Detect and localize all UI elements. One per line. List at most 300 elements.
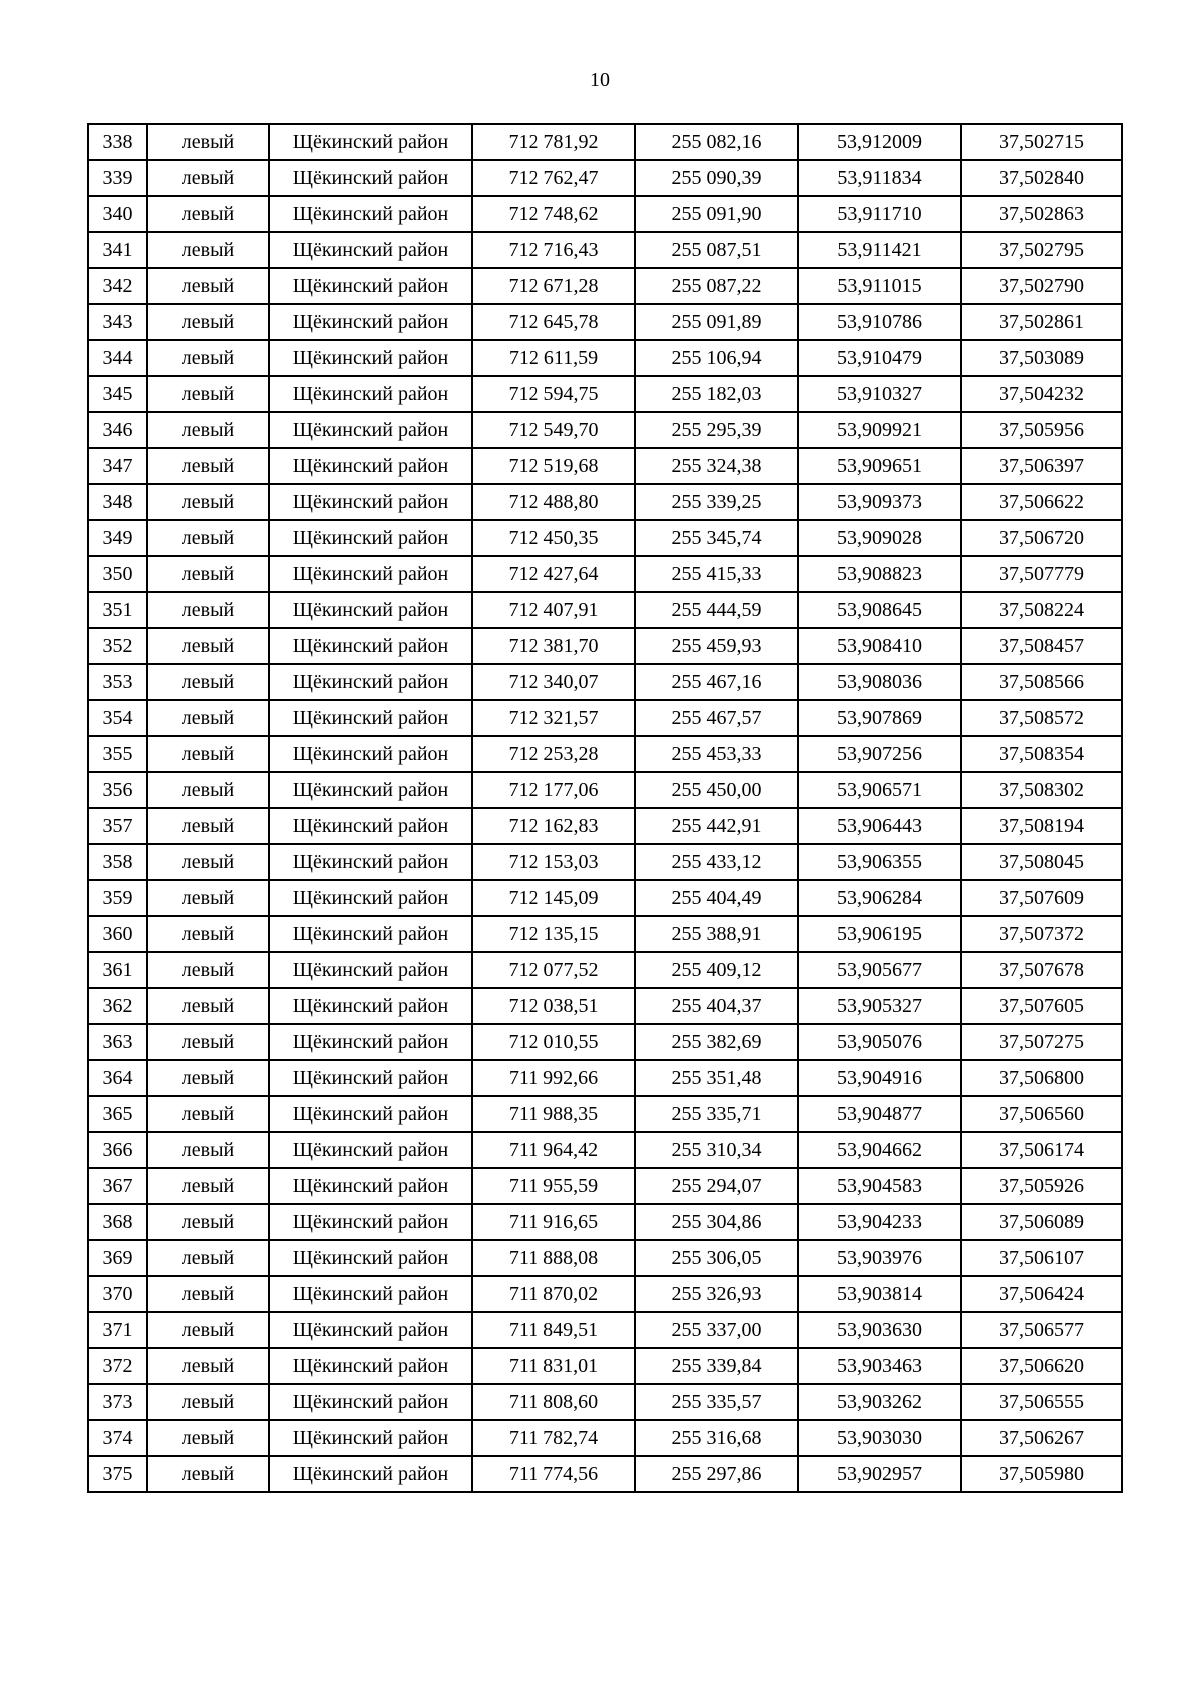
table-row [88, 1024, 1122, 1060]
point-number-cell: 343 [88, 304, 147, 340]
coord-x-cell: 712 427,64 [472, 556, 635, 592]
point-number-cell: 365 [88, 1096, 147, 1132]
bank-side-cell: левый [147, 772, 269, 808]
bank-side-cell: левый [147, 1060, 269, 1096]
district-cell: Щёкинский район [269, 736, 472, 772]
table-row [88, 1276, 1122, 1312]
latitude-cell: 53,911015 [798, 268, 961, 304]
longitude-cell: 37,506720 [961, 520, 1122, 556]
bank-side-cell: левый [147, 1276, 269, 1312]
coord-x-cell: 712 762,47 [472, 160, 635, 196]
coord-y-cell: 255 442,91 [635, 808, 798, 844]
longitude-cell: 37,508354 [961, 736, 1122, 772]
point-number-cell: 361 [88, 952, 147, 988]
table-row [88, 340, 1122, 376]
table-row [88, 1168, 1122, 1204]
table-row [88, 520, 1122, 556]
coord-x-cell: 711 782,74 [472, 1420, 635, 1456]
latitude-cell: 53,906443 [798, 808, 961, 844]
table-row [88, 1060, 1122, 1096]
point-number-cell: 368 [88, 1204, 147, 1240]
bank-side-cell: левый [147, 304, 269, 340]
bank-side-cell: левый [147, 412, 269, 448]
point-number-cell: 338 [88, 124, 147, 160]
latitude-cell: 53,908410 [798, 628, 961, 664]
longitude-cell: 37,506397 [961, 448, 1122, 484]
coord-y-cell: 255 404,37 [635, 988, 798, 1024]
bank-side-cell: левый [147, 592, 269, 628]
longitude-cell: 37,506577 [961, 1312, 1122, 1348]
district-cell: Щёкинский район [269, 916, 472, 952]
point-number-cell: 374 [88, 1420, 147, 1456]
district-cell: Щёкинский район [269, 268, 472, 304]
coord-x-cell: 712 038,51 [472, 988, 635, 1024]
bank-side-cell: левый [147, 124, 269, 160]
table-row [88, 1096, 1122, 1132]
point-number-cell: 339 [88, 160, 147, 196]
table-row [88, 1456, 1122, 1492]
district-cell: Щёкинский район [269, 1312, 472, 1348]
coord-y-cell: 255 297,86 [635, 1456, 798, 1492]
coord-x-cell: 711 955,59 [472, 1168, 635, 1204]
bank-side-cell: левый [147, 1312, 269, 1348]
coord-x-cell: 712 594,75 [472, 376, 635, 412]
coord-y-cell: 255 335,71 [635, 1096, 798, 1132]
district-cell: Щёкинский район [269, 844, 472, 880]
coord-x-cell: 712 077,52 [472, 952, 635, 988]
longitude-cell: 37,507605 [961, 988, 1122, 1024]
longitude-cell: 37,506620 [961, 1348, 1122, 1384]
table-row [88, 1204, 1122, 1240]
bank-side-cell: левый [147, 448, 269, 484]
coord-y-cell: 255 339,84 [635, 1348, 798, 1384]
coord-x-cell: 712 450,35 [472, 520, 635, 556]
longitude-cell: 37,508457 [961, 628, 1122, 664]
bank-side-cell: левый [147, 1096, 269, 1132]
coord-y-cell: 255 444,59 [635, 592, 798, 628]
table-row [88, 772, 1122, 808]
district-cell: Щёкинский район [269, 628, 472, 664]
table-row [88, 412, 1122, 448]
bank-side-cell: левый [147, 988, 269, 1024]
longitude-cell: 37,502715 [961, 124, 1122, 160]
district-cell: Щёкинский район [269, 1384, 472, 1420]
table-row [88, 448, 1122, 484]
latitude-cell: 53,908036 [798, 664, 961, 700]
bank-side-cell: левый [147, 520, 269, 556]
longitude-cell: 37,508572 [961, 700, 1122, 736]
latitude-cell: 53,907256 [798, 736, 961, 772]
district-cell: Щёкинский район [269, 1420, 472, 1456]
latitude-cell: 53,909373 [798, 484, 961, 520]
table-row [88, 124, 1122, 160]
longitude-cell: 37,506424 [961, 1276, 1122, 1312]
bank-side-cell: левый [147, 232, 269, 268]
longitude-cell: 37,506622 [961, 484, 1122, 520]
point-number-cell: 356 [88, 772, 147, 808]
coord-x-cell: 712 716,43 [472, 232, 635, 268]
district-cell: Щёкинский район [269, 1456, 472, 1492]
coord-y-cell: 255 306,05 [635, 1240, 798, 1276]
coord-x-cell: 712 748,62 [472, 196, 635, 232]
district-cell: Щёкинский район [269, 1060, 472, 1096]
longitude-cell: 37,507372 [961, 916, 1122, 952]
table-row [88, 592, 1122, 628]
coord-x-cell: 712 145,09 [472, 880, 635, 916]
latitude-cell: 53,904583 [798, 1168, 961, 1204]
latitude-cell: 53,909651 [798, 448, 961, 484]
coord-y-cell: 255 324,38 [635, 448, 798, 484]
bank-side-cell: левый [147, 1384, 269, 1420]
district-cell: Щёкинский район [269, 664, 472, 700]
coord-y-cell: 255 294,07 [635, 1168, 798, 1204]
latitude-cell: 53,911834 [798, 160, 961, 196]
coord-x-cell: 711 964,42 [472, 1132, 635, 1168]
point-number-cell: 357 [88, 808, 147, 844]
coord-y-cell: 255 082,16 [635, 124, 798, 160]
bank-side-cell: левый [147, 736, 269, 772]
district-cell: Щёкинский район [269, 1132, 472, 1168]
bank-side-cell: левый [147, 952, 269, 988]
coord-y-cell: 255 316,68 [635, 1420, 798, 1456]
latitude-cell: 53,904877 [798, 1096, 961, 1132]
point-number-cell: 362 [88, 988, 147, 1024]
point-number-cell: 371 [88, 1312, 147, 1348]
coord-y-cell: 255 467,57 [635, 700, 798, 736]
point-number-cell: 354 [88, 700, 147, 736]
coord-x-cell: 712 162,83 [472, 808, 635, 844]
bank-side-cell: левый [147, 1420, 269, 1456]
coord-x-cell: 711 888,08 [472, 1240, 635, 1276]
coord-x-cell: 712 135,15 [472, 916, 635, 952]
point-number-cell: 347 [88, 448, 147, 484]
latitude-cell: 53,903630 [798, 1312, 961, 1348]
coord-x-cell: 712 253,28 [472, 736, 635, 772]
latitude-cell: 53,904233 [798, 1204, 961, 1240]
coord-x-cell: 711 774,56 [472, 1456, 635, 1492]
latitude-cell: 53,909921 [798, 412, 961, 448]
coord-x-cell: 711 831,01 [472, 1348, 635, 1384]
latitude-cell: 53,905076 [798, 1024, 961, 1060]
district-cell: Щёкинский район [269, 592, 472, 628]
latitude-cell: 53,904916 [798, 1060, 961, 1096]
bank-side-cell: левый [147, 1204, 269, 1240]
longitude-cell: 37,506560 [961, 1096, 1122, 1132]
district-cell: Щёкинский район [269, 1024, 472, 1060]
bank-side-cell: левый [147, 1168, 269, 1204]
district-cell: Щёкинский район [269, 1348, 472, 1384]
table-row [88, 1348, 1122, 1384]
table-row [88, 1420, 1122, 1456]
bank-side-cell: левый [147, 1456, 269, 1492]
district-cell: Щёкинский район [269, 1168, 472, 1204]
point-number-cell: 360 [88, 916, 147, 952]
longitude-cell: 37,506107 [961, 1240, 1122, 1276]
district-cell: Щёкинский район [269, 808, 472, 844]
longitude-cell: 37,502861 [961, 304, 1122, 340]
point-number-cell: 375 [88, 1456, 147, 1492]
coord-x-cell: 712 340,07 [472, 664, 635, 700]
longitude-cell: 37,506267 [961, 1420, 1122, 1456]
coord-y-cell: 255 415,33 [635, 556, 798, 592]
bank-side-cell: левый [147, 1240, 269, 1276]
table-row [88, 736, 1122, 772]
table-row [88, 304, 1122, 340]
point-number-cell: 345 [88, 376, 147, 412]
point-number-cell: 351 [88, 592, 147, 628]
point-number-cell: 370 [88, 1276, 147, 1312]
longitude-cell: 37,508566 [961, 664, 1122, 700]
bank-side-cell: левый [147, 844, 269, 880]
latitude-cell: 53,907869 [798, 700, 961, 736]
latitude-cell: 53,906355 [798, 844, 961, 880]
bank-side-cell: левый [147, 160, 269, 196]
coord-y-cell: 255 091,90 [635, 196, 798, 232]
latitude-cell: 53,905677 [798, 952, 961, 988]
district-cell: Щёкинский район [269, 376, 472, 412]
table-row [88, 1132, 1122, 1168]
coord-y-cell: 255 409,12 [635, 952, 798, 988]
point-number-cell: 342 [88, 268, 147, 304]
coord-y-cell: 255 404,49 [635, 880, 798, 916]
latitude-cell: 53,906571 [798, 772, 961, 808]
coord-y-cell: 255 459,93 [635, 628, 798, 664]
district-cell: Щёкинский район [269, 880, 472, 916]
coord-y-cell: 255 087,22 [635, 268, 798, 304]
coordinates-table [87, 123, 1123, 1493]
point-number-cell: 359 [88, 880, 147, 916]
point-number-cell: 364 [88, 1060, 147, 1096]
coord-y-cell: 255 433,12 [635, 844, 798, 880]
point-number-cell: 340 [88, 196, 147, 232]
coord-y-cell: 255 345,74 [635, 520, 798, 556]
table-row [88, 628, 1122, 664]
table-row [88, 988, 1122, 1024]
point-number-cell: 358 [88, 844, 147, 880]
coord-y-cell: 255 453,33 [635, 736, 798, 772]
coord-y-cell: 255 304,86 [635, 1204, 798, 1240]
table-row [88, 1384, 1122, 1420]
point-number-cell: 348 [88, 484, 147, 520]
coord-x-cell: 711 870,02 [472, 1276, 635, 1312]
coord-y-cell: 255 326,93 [635, 1276, 798, 1312]
longitude-cell: 37,507275 [961, 1024, 1122, 1060]
bank-side-cell: левый [147, 340, 269, 376]
coord-x-cell: 712 671,28 [472, 268, 635, 304]
district-cell: Щёкинский район [269, 556, 472, 592]
district-cell: Щёкинский район [269, 412, 472, 448]
longitude-cell: 37,507779 [961, 556, 1122, 592]
point-number-cell: 366 [88, 1132, 147, 1168]
point-number-cell: 353 [88, 664, 147, 700]
point-number-cell: 363 [88, 1024, 147, 1060]
district-cell: Щёкинский район [269, 196, 472, 232]
coord-y-cell: 255 087,51 [635, 232, 798, 268]
coord-y-cell: 255 339,25 [635, 484, 798, 520]
coord-y-cell: 255 182,03 [635, 376, 798, 412]
coord-x-cell: 712 488,80 [472, 484, 635, 520]
longitude-cell: 37,503089 [961, 340, 1122, 376]
table-row [88, 1312, 1122, 1348]
coord-y-cell: 255 450,00 [635, 772, 798, 808]
coord-x-cell: 711 916,65 [472, 1204, 635, 1240]
latitude-cell: 53,912009 [798, 124, 961, 160]
coordinates-table-body [88, 124, 1122, 1492]
coord-x-cell: 712 549,70 [472, 412, 635, 448]
district-cell: Щёкинский район [269, 988, 472, 1024]
bank-side-cell: левый [147, 268, 269, 304]
coord-x-cell: 712 611,59 [472, 340, 635, 376]
district-cell: Щёкинский район [269, 1276, 472, 1312]
bank-side-cell: левый [147, 664, 269, 700]
bank-side-cell: левый [147, 376, 269, 412]
district-cell: Щёкинский район [269, 484, 472, 520]
coord-x-cell: 711 808,60 [472, 1384, 635, 1420]
district-cell: Щёкинский район [269, 448, 472, 484]
point-number-cell: 373 [88, 1384, 147, 1420]
latitude-cell: 53,909028 [798, 520, 961, 556]
point-number-cell: 341 [88, 232, 147, 268]
latitude-cell: 53,902957 [798, 1456, 961, 1492]
bank-side-cell: левый [147, 700, 269, 736]
latitude-cell: 53,910327 [798, 376, 961, 412]
longitude-cell: 37,505956 [961, 412, 1122, 448]
coord-x-cell: 712 407,91 [472, 592, 635, 628]
latitude-cell: 53,905327 [798, 988, 961, 1024]
coord-y-cell: 255 295,39 [635, 412, 798, 448]
coord-x-cell: 712 645,78 [472, 304, 635, 340]
coord-y-cell: 255 467,16 [635, 664, 798, 700]
coord-x-cell: 712 321,57 [472, 700, 635, 736]
latitude-cell: 53,911421 [798, 232, 961, 268]
longitude-cell: 37,502795 [961, 232, 1122, 268]
point-number-cell: 350 [88, 556, 147, 592]
longitude-cell: 37,505926 [961, 1168, 1122, 1204]
point-number-cell: 372 [88, 1348, 147, 1384]
latitude-cell: 53,911710 [798, 196, 961, 232]
table-row [88, 808, 1122, 844]
coord-x-cell: 711 988,35 [472, 1096, 635, 1132]
longitude-cell: 37,502840 [961, 160, 1122, 196]
bank-side-cell: левый [147, 1024, 269, 1060]
coord-x-cell: 712 781,92 [472, 124, 635, 160]
longitude-cell: 37,508302 [961, 772, 1122, 808]
longitude-cell: 37,508224 [961, 592, 1122, 628]
coord-y-cell: 255 091,89 [635, 304, 798, 340]
latitude-cell: 53,908645 [798, 592, 961, 628]
table-row [88, 268, 1122, 304]
district-cell: Щёкинский район [269, 124, 472, 160]
latitude-cell: 53,906284 [798, 880, 961, 916]
table-row [88, 700, 1122, 736]
district-cell: Щёкинский район [269, 340, 472, 376]
district-cell: Щёкинский район [269, 304, 472, 340]
table-row [88, 844, 1122, 880]
coord-x-cell: 711 849,51 [472, 1312, 635, 1348]
point-number-cell: 346 [88, 412, 147, 448]
latitude-cell: 53,906195 [798, 916, 961, 952]
longitude-cell: 37,505980 [961, 1456, 1122, 1492]
latitude-cell: 53,903976 [798, 1240, 961, 1276]
district-cell: Щёкинский район [269, 952, 472, 988]
longitude-cell: 37,502790 [961, 268, 1122, 304]
district-cell: Щёкинский район [269, 772, 472, 808]
coord-y-cell: 255 090,39 [635, 160, 798, 196]
coord-y-cell: 255 106,94 [635, 340, 798, 376]
coord-x-cell: 712 153,03 [472, 844, 635, 880]
latitude-cell: 53,903814 [798, 1276, 961, 1312]
coord-x-cell: 712 381,70 [472, 628, 635, 664]
point-number-cell: 369 [88, 1240, 147, 1276]
district-cell: Щёкинский район [269, 520, 472, 556]
table-row [88, 232, 1122, 268]
coord-y-cell: 255 351,48 [635, 1060, 798, 1096]
longitude-cell: 37,506089 [961, 1204, 1122, 1240]
latitude-cell: 53,908823 [798, 556, 961, 592]
coord-y-cell: 255 335,57 [635, 1384, 798, 1420]
point-number-cell: 349 [88, 520, 147, 556]
bank-side-cell: левый [147, 628, 269, 664]
point-number-cell: 352 [88, 628, 147, 664]
point-number-cell: 367 [88, 1168, 147, 1204]
table-row [88, 880, 1122, 916]
coord-y-cell: 255 388,91 [635, 916, 798, 952]
longitude-cell: 37,508194 [961, 808, 1122, 844]
bank-side-cell: левый [147, 1348, 269, 1384]
coord-x-cell: 712 010,55 [472, 1024, 635, 1060]
district-cell: Щёкинский район [269, 160, 472, 196]
table-row [88, 1240, 1122, 1276]
coord-y-cell: 255 382,69 [635, 1024, 798, 1060]
table-row [88, 484, 1122, 520]
table-row [88, 556, 1122, 592]
bank-side-cell: левый [147, 556, 269, 592]
latitude-cell: 53,910479 [798, 340, 961, 376]
longitude-cell: 37,507678 [961, 952, 1122, 988]
longitude-cell: 37,506800 [961, 1060, 1122, 1096]
page-number: 10 [590, 69, 610, 91]
latitude-cell: 53,903030 [798, 1420, 961, 1456]
bank-side-cell: левый [147, 808, 269, 844]
table-row [88, 196, 1122, 232]
latitude-cell: 53,904662 [798, 1132, 961, 1168]
table-row [88, 160, 1122, 196]
longitude-cell: 37,504232 [961, 376, 1122, 412]
table-row [88, 952, 1122, 988]
coord-y-cell: 255 337,00 [635, 1312, 798, 1348]
coord-x-cell: 712 519,68 [472, 448, 635, 484]
table-row [88, 664, 1122, 700]
longitude-cell: 37,506174 [961, 1132, 1122, 1168]
district-cell: Щёкинский район [269, 700, 472, 736]
latitude-cell: 53,910786 [798, 304, 961, 340]
table-row [88, 376, 1122, 412]
bank-side-cell: левый [147, 916, 269, 952]
coord-x-cell: 711 992,66 [472, 1060, 635, 1096]
point-number-cell: 344 [88, 340, 147, 376]
bank-side-cell: левый [147, 1132, 269, 1168]
district-cell: Щёкинский район [269, 1240, 472, 1276]
bank-side-cell: левый [147, 484, 269, 520]
district-cell: Щёкинский район [269, 1096, 472, 1132]
district-cell: Щёкинский район [269, 1204, 472, 1240]
coord-x-cell: 712 177,06 [472, 772, 635, 808]
longitude-cell: 37,502863 [961, 196, 1122, 232]
longitude-cell: 37,506555 [961, 1384, 1122, 1420]
bank-side-cell: левый [147, 196, 269, 232]
latitude-cell: 53,903463 [798, 1348, 961, 1384]
coord-y-cell: 255 310,34 [635, 1132, 798, 1168]
